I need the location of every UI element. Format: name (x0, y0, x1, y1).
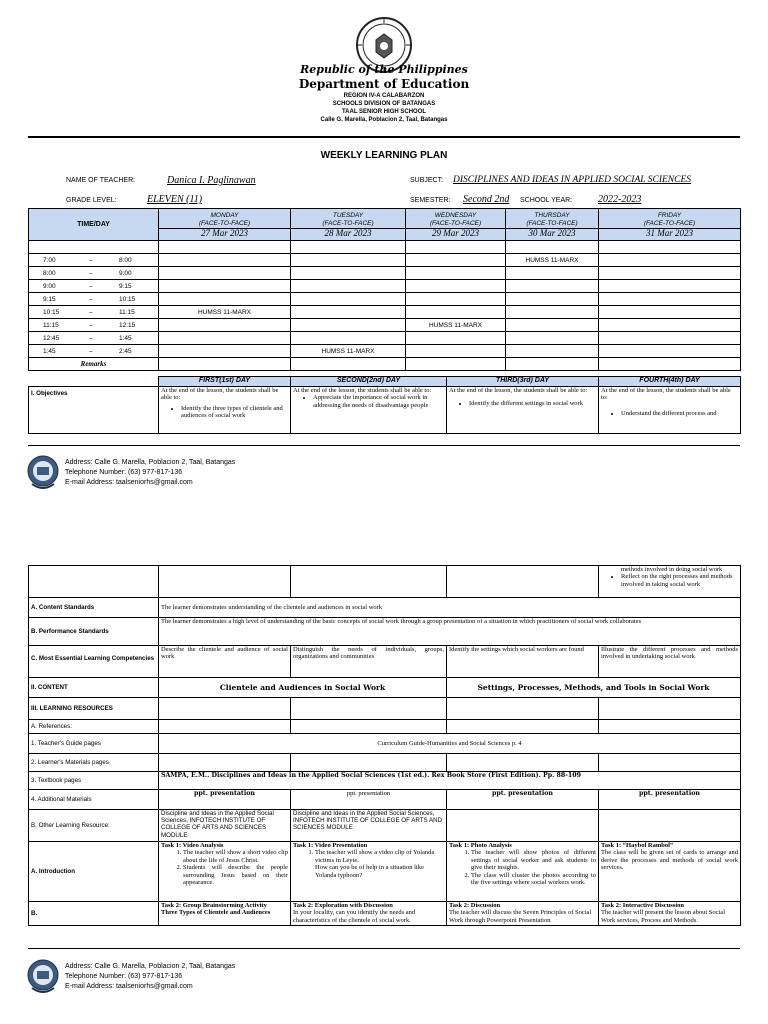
performance-standards-label: B. Performance Standards (29, 618, 159, 646)
semester-label: SEMESTER: (410, 197, 451, 204)
division-line: SCHOOLS DIVISION OF BATANGAS (332, 101, 436, 107)
introduction-day4: Task 1: “Haybol Rambol” The class will be given set of cards to arrange and derive the processes and methods of social work services. (599, 842, 741, 902)
footer-email: E-mail Address: taalseniorhs@gmail.com (65, 479, 193, 486)
grade-label: GRADE LEVEL: (66, 197, 117, 204)
schedule-row: 10:15 – 11:15 HUMSS 11-MARX (29, 306, 741, 319)
plan-table-top (28, 376, 741, 434)
schedule-row: 7:00 – 8:00 HUMSS 11-MARX (29, 254, 741, 267)
year-value: 2022-2023 (598, 194, 642, 205)
content-label: II. CONTENT (29, 678, 159, 698)
textbook-label: 3. Textbook pages (29, 772, 159, 790)
other-resources-label: B. Other Learning Resource: (29, 810, 159, 842)
day3-header: THIRD(3rd) DAY (447, 377, 599, 387)
grade-value: ELEVEN (11) (147, 194, 203, 205)
footer-address: Address: Calle G. Marella, Poblacion 2, Taal, Batangas (65, 963, 236, 970)
other-resources-day1: Discipline and Ideas in the Applied Social Sciences, INFOTECH INSTITUTE OF COLLEGE OF ARTS AND SCIENCES MODULE (159, 810, 291, 842)
introduction-day3: Task 1: Photo Analysis 1. The teacher will show photos of different settings of social worker and ask students to give their insights. 2. The class will cluster the photos according to the five settings where social workers work. (447, 842, 599, 902)
b-row-day3: Task 2: Discussion The teacher will discuss the Seven Principles of Social Work through Powerpoint Presentation (447, 902, 599, 926)
school-line: TAAL SENIOR HIGH SCHOOL (341, 109, 427, 115)
learners-materials-label: 2. Learner's Materials pages (29, 754, 159, 772)
remarks-label: Remarks (29, 358, 159, 371)
objective-day1: At the end of the lesson, the students shall be able to: • Identify the three types of clientele and audiences of social work (159, 387, 291, 434)
subject-value: DISCIPLINES AND IDEAS IN APPLIED SOCIAL SCIENCES (453, 175, 692, 185)
day1-header: FIRST(1st) DAY (159, 377, 291, 387)
content-topic-2: Settings, Processes, Methods, and Tools in Social Work (447, 678, 741, 698)
schedule-row: 9:00 – 9:15 (29, 280, 741, 293)
b-row-day2: Task 2: Exploration with Discussion In your locality, can you identify the needs and characteristics of the clientele of social work. (291, 902, 447, 926)
footer-email: E-mail Address: taalseniorhs@gmail.com (65, 983, 193, 990)
republic-line: Republic of the Philippines (300, 63, 468, 76)
teachers-guide-text: Curriculum Guide-Humanities and Social Sciences p. 4 (159, 734, 741, 754)
plan-table-bottom (28, 565, 741, 926)
schedule-row: 11:15 – 12:15 HUMSS 11-MARX (29, 319, 741, 332)
melc-day2: Distinguish the needs of individuals, groups, organizations and communities (291, 646, 447, 678)
teacher-label: NAME OF TEACHER: (66, 177, 136, 184)
b-row-day4: Task 2: Interactive Discussion The teacher will present the lesson about Social Work services, Process and Methods. (599, 902, 741, 926)
footer-phone: Telephone Number: (63) 977-817-136 (65, 469, 183, 476)
header-rule (28, 136, 740, 138)
time-day-header: TIME/DAY (29, 209, 159, 241)
footer-address: Address: Calle G. Marella, Poblacion 2, Taal, Batangas (65, 459, 236, 466)
additional-materials-day2: ppt. presentation (291, 790, 447, 810)
introduction-label: A. Introduction (29, 842, 159, 902)
day2-header: SECOND(2nd) DAY (291, 377, 447, 387)
schedule-row: 9:15 – 10:15 (29, 293, 741, 306)
footer-rule-2 (28, 948, 740, 949)
references-label: A. References: (29, 720, 159, 734)
learning-resources-label: III. LEARNING RESOURCES (29, 698, 159, 720)
year-label: SCHOOL YEAR: (520, 197, 573, 204)
schedule-row: 12:45 – 1:45 (29, 332, 741, 345)
objective-day3: At the end of the lesson, the students shall be able to: • Identify the different settings in social work (447, 387, 599, 434)
textbook-text: SAMPA, E.M.. Disciplines and Ideas in the Applied Social Sciences (1st ed.). Rex Book Store (First Edition). Pp. 88-109 (159, 772, 741, 790)
footer-phone: Telephone Number: (63) 977-817-136 (65, 973, 183, 980)
melc-day3: Identify the settings which social workers are found (447, 646, 599, 678)
performance-standards-text: The learner demonstrates a high level of understanding of the basic concepts of social work through a group presentation of a situation in which practitioners of social work collaborates (159, 618, 741, 646)
content-topic-1: Clientele and Audiences in Social Work (159, 678, 447, 698)
objectives-label: I. Objectives (29, 387, 159, 434)
school-logo (26, 958, 60, 996)
objective-day2: At the end of the lesson, the students shall be able to: • Appreciate the importance of social work in addressing the needs of disadvantage people (291, 387, 447, 434)
footer-rule-1 (28, 445, 740, 446)
subject-label: SUBJECT: (410, 177, 444, 184)
melc-label: C. Most Essential Learning Competencies (29, 646, 159, 678)
content-standards-text: The learner demonstrates understanding of the clientele and audiences in social work (159, 598, 741, 618)
schedule-row: 1:45 – 2:45 HUMSS 11-MARX (29, 345, 741, 358)
school-logo (26, 454, 60, 492)
teacher-name: Danica I. Paglinawan (167, 175, 256, 186)
schedule-table (28, 208, 741, 371)
b-row-day1: Task 2: Group Brainstorming Activity Three Types of Clientele and Audiences (159, 902, 291, 926)
introduction-day2: Task 1: Video Presentation 1. The teacher will show a video clip of Yolanda victims in Leyte. How can you be of help in a situation like Yolanda typhoon? (291, 842, 447, 902)
other-resources-day2: Discipline and Ideas in the Applied Social Sciences, INFOTECH INSTITUTE OF COLLEGE OF ARTS AND SCIENCES MODULE (291, 810, 447, 842)
teachers-guide-label: 1. Teacher's Guide pages (29, 734, 159, 754)
schedule-row: 8:00 – 9:00 (29, 267, 741, 280)
region-line: REGION IV-A CALABARZON (343, 93, 425, 99)
additional-materials-day4: ppt. presentation (599, 790, 741, 810)
address-line: Calle G. Marella, Poblacion 2, Taal, Batangas (320, 117, 448, 123)
additional-materials-label: 4. Additional Materials (29, 790, 159, 810)
content-standards-label: A. Content Standards (29, 598, 159, 618)
day4-header: FOURTH(4th) DAY (599, 377, 741, 387)
semester-value: Second 2nd (463, 194, 510, 205)
day-header-friday: FRIDAY (FACE-TO-FACE) 31 Mar 2023 (599, 209, 741, 241)
melc-day1: Describe the clientele and audience of social work (159, 646, 291, 678)
b-row-label: B. (29, 902, 159, 926)
additional-materials-day3: ppt. presentation (447, 790, 599, 810)
day-header-thursday: THURSDAY (FACE-TO-FACE) 30 Mar 2023 (506, 209, 599, 241)
objective-day4: At the end of the lesson, the students shall be able to: • Understand the different process and (599, 387, 741, 434)
introduction-day1: Task 1: Video Analysis 1. The teacher will show a short video clip about the life of Jesus Christ. 2. Students will describe the people surrounding Jesus based on their appearance. (159, 842, 291, 902)
objective-day4-continued: methods involved in doing social work • Reflect on the right processes and methods involved in taking social work (599, 566, 741, 598)
day-header-monday: MONDAY (FACE-TO-FACE) 27 Mar 2023 (159, 209, 291, 241)
page-title: WEEKLY LEARNING PLAN (320, 150, 448, 161)
melc-day4: Illustrate the different processes and methods involved in undertaking social work (599, 646, 741, 678)
department-line: Department of Education (298, 77, 470, 91)
day-header-wednesday: WEDNESDAY (FACE-TO-FACE) 29 Mar 2023 (406, 209, 506, 241)
day-header-tuesday: TUESDAY (FACE-TO-FACE) 28 Mar 2023 (291, 209, 406, 241)
additional-materials-day1: ppt. presentation (159, 790, 291, 810)
